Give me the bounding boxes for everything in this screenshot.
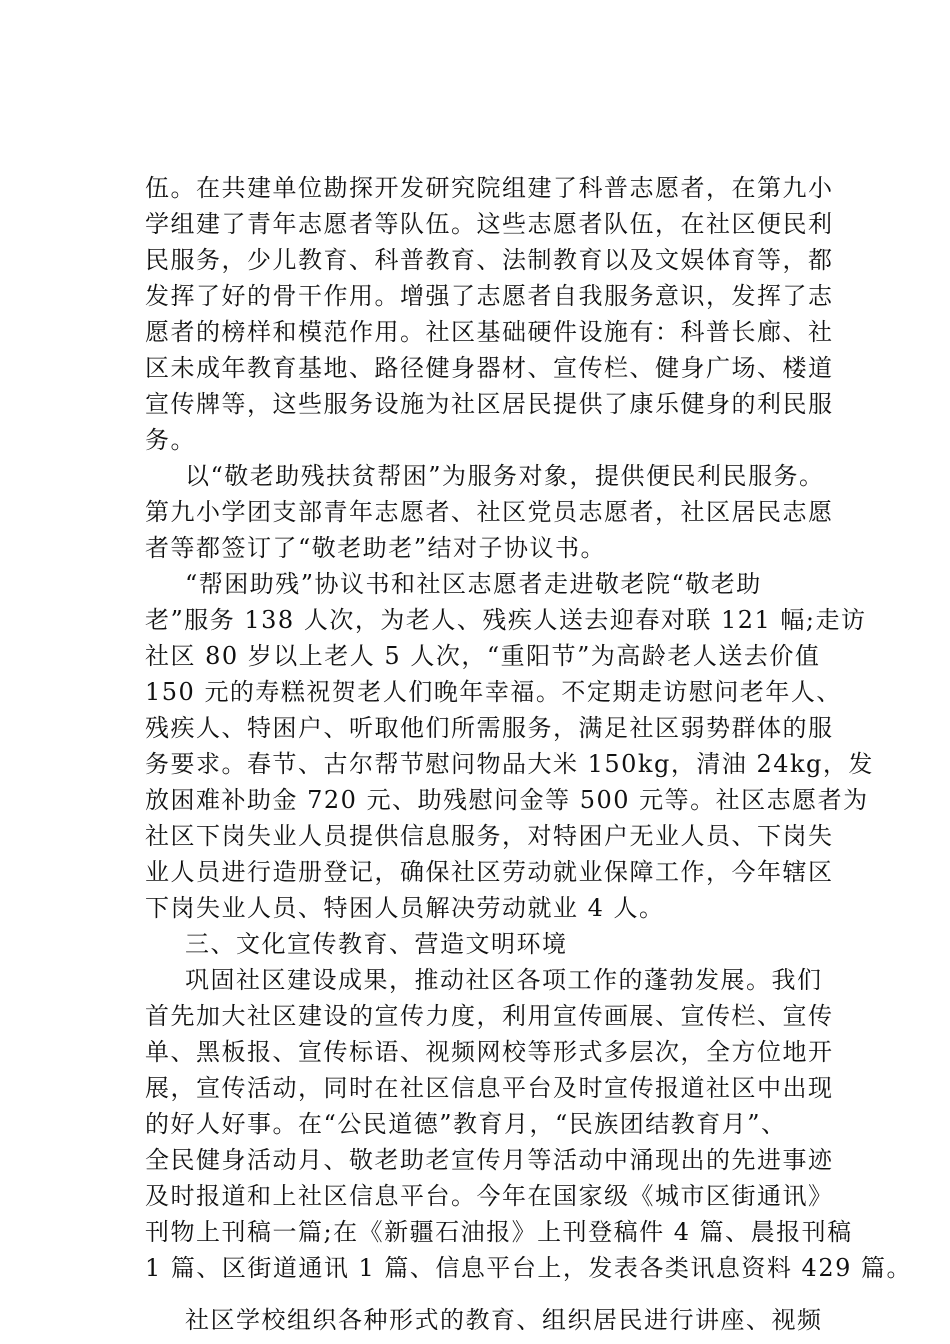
text-line: 社区 80 岁以上老人 5 人次，“重阳节”为高龄老人送去价值 bbox=[145, 642, 821, 670]
text-line: 民服务，少儿教育、科普教育、法制教育以及文娱体育等，都 bbox=[145, 246, 834, 274]
text-line: 学组建了青年志愿者等队伍。这些志愿者队伍，在社区便民利 bbox=[145, 210, 834, 238]
text-line: 及时报道和上社区信息平台。今年在国家级《城市区街通讯》 bbox=[145, 1182, 834, 1210]
text-line: 1 篇、区街道通讯 1 篇、信息平台上，发表各类讯息资料 429 篇。 bbox=[145, 1254, 912, 1282]
text-line: 刊物上刊稿一篇;在《新疆石油报》上刊登稿件 4 篇、晨报刊稿 bbox=[145, 1218, 853, 1246]
text-line: 发挥了好的骨干作用。增强了志愿者自我服务意识，发挥了志 bbox=[145, 282, 834, 310]
paragraph-start: 以“敬老助残扶贫帮困”为服务对象，提供便民利民服务。 bbox=[185, 462, 825, 490]
text-line: 下岗失业人员、特困人员解决劳动就业 4 人。 bbox=[145, 894, 665, 922]
text-line: 全民健身活动月、敬老助老宣传月等活动中涌现出的先进事迹 bbox=[145, 1146, 834, 1174]
text-line: 者等都签订了“敬老助老”结对子协议书。 bbox=[145, 534, 607, 562]
text-line: 单、黑板报、宣传标语、视频网校等形式多层次，全方位地开 bbox=[145, 1038, 834, 1066]
text-line: 宣传牌等，这些服务设施为社区居民提供了康乐健身的利民服 bbox=[145, 390, 834, 418]
text-line: 务要求。春节、古尔帮节慰问物品大米 150kg，清油 24kg，发 bbox=[145, 750, 874, 778]
text-line: 务。 bbox=[145, 426, 196, 454]
text-line: 150 元的寿糕祝贺老人们晚年幸福。不定期走访慰问老年人、 bbox=[145, 678, 842, 706]
text-line: 区未成年教育基地、路径健身器材、宣传栏、健身广场、楼道 bbox=[145, 354, 834, 382]
text-line: 残疾人、特困户、听取他们所需服务，满足社区弱势群体的服 bbox=[145, 714, 834, 742]
text-line: 的好人好事。在“公民道德”教育月，“民族团结教育月”、 bbox=[145, 1110, 787, 1138]
text-line: 愿者的榜样和模范作用。社区基础硬件设施有：科普长廊、社 bbox=[145, 318, 834, 346]
text-line: 伍。在共建单位勘探开发研究院组建了科普志愿者，在第九小 bbox=[145, 174, 834, 202]
text-line: 放困难补助金 720 元、助残慰问金等 500 元等。社区志愿者为 bbox=[145, 786, 869, 814]
text-line: 第九小学团支部青年志愿者、社区党员志愿者，社区居民志愿 bbox=[145, 498, 834, 526]
section-heading: 三、文化宣传教育、营造文明环境 bbox=[185, 930, 568, 958]
paragraph-start: “帮困助残”协议书和社区志愿者走进敬老院“敬老助 bbox=[185, 570, 762, 598]
paragraph-start: 巩固社区建设成果，推动社区各项工作的蓬勃发展。我们 bbox=[185, 966, 823, 994]
text-line: 老”服务 138 人次，为老人、残疾人送去迎春对联 121 幅;走访 bbox=[145, 606, 867, 634]
text-line: 业人员进行造册登记，确保社区劳动就业保障工作，今年辖区 bbox=[145, 858, 834, 886]
text-line: 展，宣传活动，同时在社区信息平台及时宣传报道社区中出现 bbox=[145, 1074, 834, 1102]
text-line: 首先加大社区建设的宣传力度，利用宣传画展、宣传栏、宣传 bbox=[145, 1002, 834, 1030]
text-line: 社区下岗失业人员提供信息服务，对特困户无业人员、下岗失 bbox=[145, 822, 834, 850]
paragraph-start: 社区学校组织各种形式的教育、组织居民进行讲座、视频 bbox=[185, 1306, 823, 1334]
